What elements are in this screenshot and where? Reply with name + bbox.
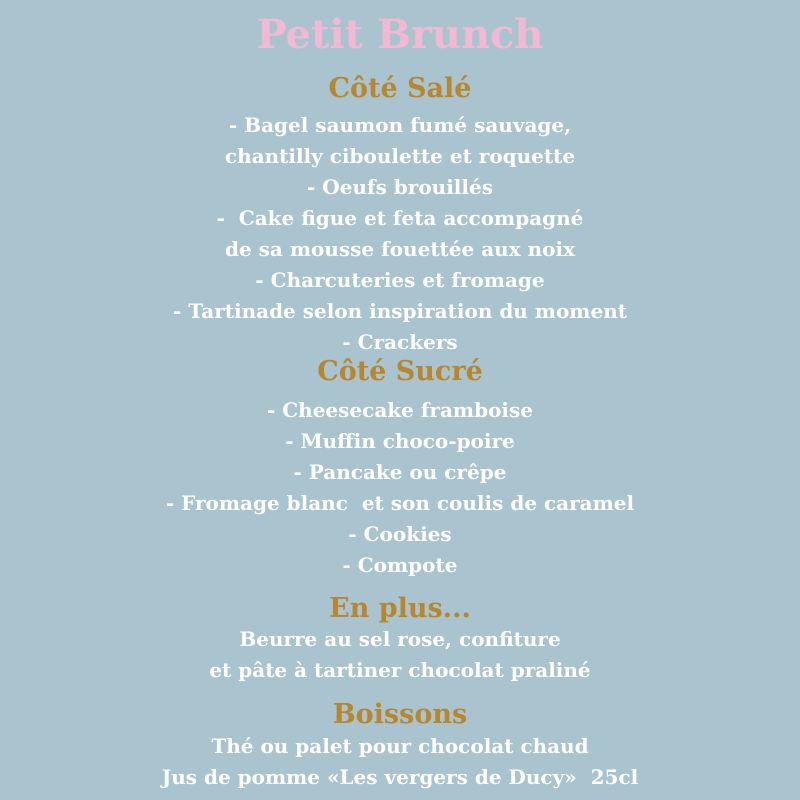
menu-item-line: - Fromage blanc et son coulis de caramel [165, 491, 635, 515]
section-heading-cote-sale: Côté Salé [328, 73, 472, 104]
menu-item-line: Jus de pomme «Les vergers de Ducy» 25cl [161, 765, 639, 789]
section-heading-boissons: Boissons [332, 699, 468, 730]
section-heading-en-plus: En plus... [329, 593, 471, 624]
menu-item-line: chantilly ciboulette et roquette [224, 144, 576, 168]
menu-item-line: Beurre au sel rose, confiture [239, 627, 561, 651]
menu-item-line: - Charcuteries et fromage [255, 268, 545, 292]
menu-item-line: - Cookies [348, 522, 452, 546]
menu-item-line: de sa mousse fouettée aux noix [225, 237, 575, 261]
menu-title: Petit Brunch [256, 11, 544, 58]
menu-item-line: - Muffin choco-poire [285, 429, 515, 453]
menu-item-line: - Bagel saumon fumé sauvage, [228, 113, 572, 137]
menu-item-line: - Tartinade selon inspiration du moment [173, 299, 627, 323]
section-heading-cote-sucre: Côté Sucré [317, 356, 483, 387]
menu-item-line: - Pancake ou crêpe [293, 460, 507, 484]
menu-item-line: - Cake figue et feta accompagné [216, 206, 584, 230]
menu-item-line: - Crackers [342, 330, 458, 354]
menu-item-line: et pâte à tartiner chocolat praliné [209, 658, 591, 682]
menu-item-line: - Compote [342, 553, 458, 577]
menu-item-line: - Cheesecake framboise [266, 398, 533, 422]
menu-item-line: Thé ou palet pour chocolat chaud [211, 734, 589, 758]
menu-item-line: - Oeufs brouillés [307, 175, 493, 199]
